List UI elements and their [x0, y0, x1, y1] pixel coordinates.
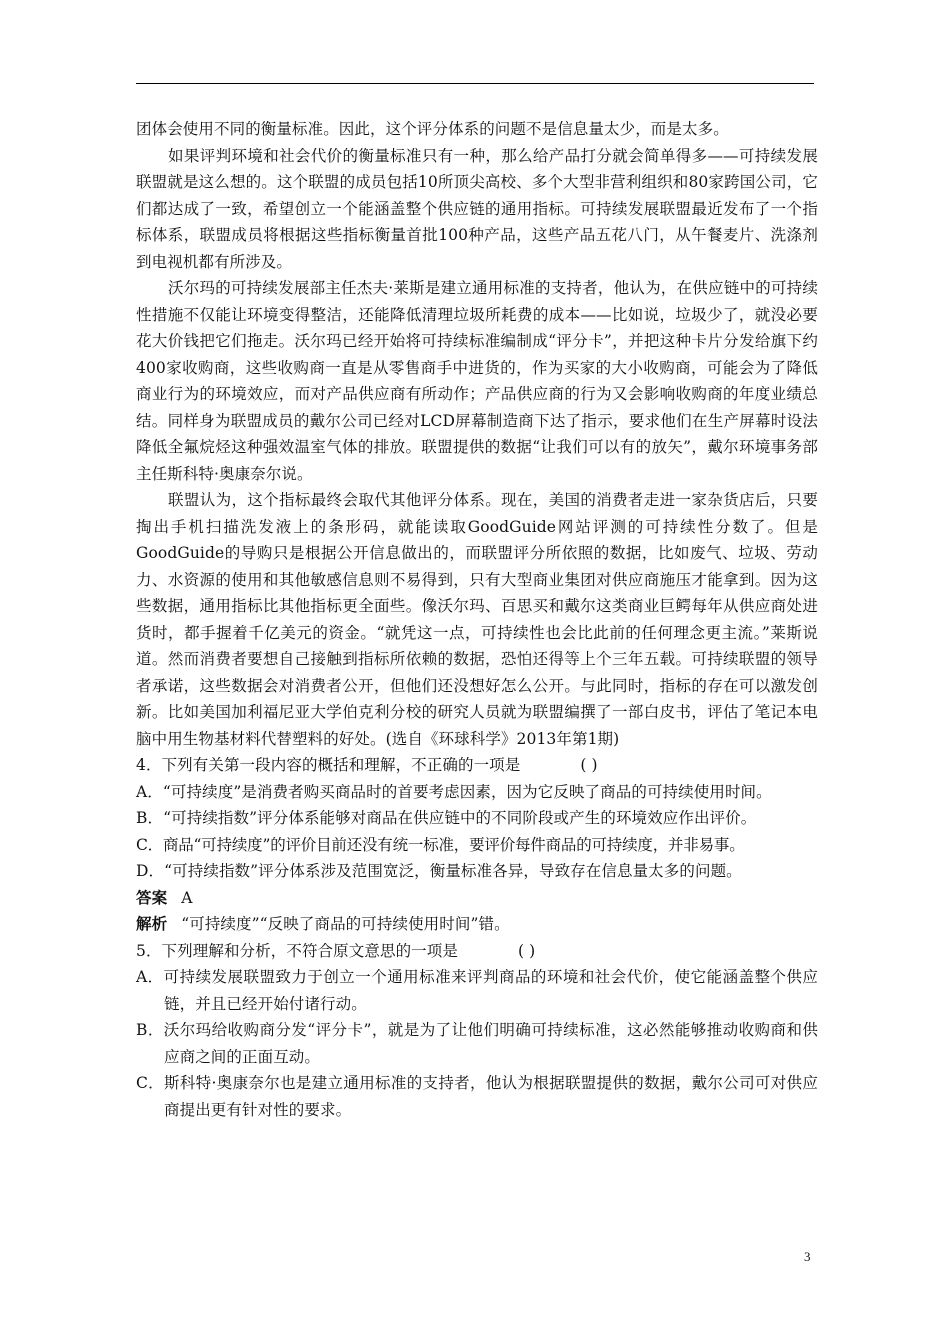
page-number: 3 — [804, 1249, 811, 1264]
question-5-option-a: A．可持续发展联盟致力于创立一个通用标准来评判商品的环境和社会代价，使它能涵盖整个供应链，并且已经开始付诸行动。 — [136, 968, 818, 1013]
question-4-stem: 4．下列有关第一段内容的概括和理解，不正确的一项是 — [136, 756, 521, 774]
question-5-stem: 5．下列理解和分析，不符合原文意思的一项是 — [136, 941, 458, 960]
question-4-option-d: D．“可持续指数”评分体系涉及范围宽泛，衡量标准各异，导致存在信息量太多的问题。 — [136, 862, 742, 880]
answer-label: 答案 — [136, 887, 168, 907]
question-4-option-a: A．“可持续度”是消费者购买商品时的首要考虑因素，因为它反映了商品的可持续使用时间。 — [136, 782, 772, 801]
paragraph-walmart: 沃尔玛的可持续发展部主任杰夫·莱斯是建立通用标准的支持者，他认为，在供应链中的可持续性措施不仅能让环境变得整洁，还能降低清理垃圾所耗费的成本——比如说，垃圾少了，就没必要花大价钱把它们拖走。沃尔玛已经开始将可持续标准编制成“评分卡”，并把这种卡片分发给旗下约400家收购商，这些收购商一直是从零售商手中进货的，作为买家的大小收购商，可能会为了降低商业行为的环境效应，而对产品供应商有所动作；产品供应商的行为又会影响收购商的年度业绩总结。同样身为联盟成员的戴尔公司已经对LCD屏幕制造商下达了指示，要求他们在生产屏幕时设法降低全氟烷烃这种强效温室气体的排放。联盟提供的数据“让我们可以有的放矢”，戴尔环境事务部主任斯科特·奥康奈尔说。 — [136, 279, 818, 483]
paragraph-continued: 团体会使用不同的衡量标准。因此，这个评分体系的问题不是信息量太少，而是太多。 — [136, 120, 729, 138]
header-rule — [136, 83, 814, 84]
question-4 — [136, 752, 818, 779]
paragraph-alliance: 如果评判环境和社会代价的衡量标准只有一种，那么给产品打分就会简单得多——可持续发展联盟就是这么想的。这个联盟的成员包括10所顶尖高校、多个大型非营利组织和80家跨国公司，它们都达成了一致，希望创立一个能涵盖整个供应链的通用指标。可持续发展联盟最近发布了一个指标体系，联盟成员将根据这些指标衡量首批100种产品，这些产品五花八门，从午餐麦片、洗涤剂到电视机都有所涉及。 — [136, 146, 818, 271]
analysis-label: 解析 — [136, 914, 168, 933]
question-5-answer-blank: ( ) — [517, 941, 536, 960]
question-5-option-b: B．沃尔玛给收购商分发“评分卡”，就是为了让他们明确可持续标准，这必然能够推动收购商和供应商之间的正面互动。 — [136, 1021, 818, 1066]
question-4-analysis — [136, 911, 818, 938]
paragraph-indicator: 联盟认为，这个指标最终会取代其他评分体系。现在，美国的消费者走进一家杂货店后，只要掏出手机扫描洗发液上的条形码，就能读取GoodGuide网站评测的可持续性分数了。但是GoodGuide的导购只是根据公开信息做出的，而联盟评分所依照的数据，比如废气、垃圾、劳动力、水资源的使用和其他敏感信息则不易得到，只有大型商业集团对供应商施压才能拿到。因为这些数据，通用指标比其他指标更全面些。像沃尔玛、百思买和戴尔这类商业巨鳄每年从供应商处进货时，都手握着千亿美元的资金。“就凭这一点，可持续性也会比此前的任何理念更主流。”莱斯说道。然而消费者要想自己接触到指标所依赖的数据，恐怕还得等上个三年五载。可持续联盟的领导者承诺，这些数据会对消费者公开，但他们还没想好怎么公开。与此同时，指标的存在可以激发创新。比如美国加利福尼亚大学伯克利分校的研究人员就为联盟编撰了一部白皮书，评估了笔记本电脑中用生物基材料代替塑料的好处。(选自《环球科学》2013年第1期) — [136, 491, 818, 748]
question-5 — [136, 938, 818, 965]
question-4-answer-blank: ( ) — [580, 756, 598, 774]
main-content — [136, 116, 818, 1123]
question-4-answer — [136, 885, 818, 912]
question-5-option-c: C．斯科特·奥康奈尔也是建立通用标准的支持者，他认为根据联盟提供的数据，戴尔公司可对供应商提出更有针对性的要求。 — [136, 1074, 818, 1119]
question-4-option-b: B．“可持续指数”评分体系能够对商品在供应链中的不同阶段或产生的环境效应作出评价。 — [136, 809, 757, 827]
question-4-option-c: C．商品“可持续度”的评价目前还没有统一标准，要评价每件商品的可持续度，并非易事。 — [136, 835, 745, 854]
analysis-text: “可持续度”“反映了商品的可持续使用时间”错。 — [181, 915, 510, 933]
answer-value: A — [181, 888, 193, 907]
